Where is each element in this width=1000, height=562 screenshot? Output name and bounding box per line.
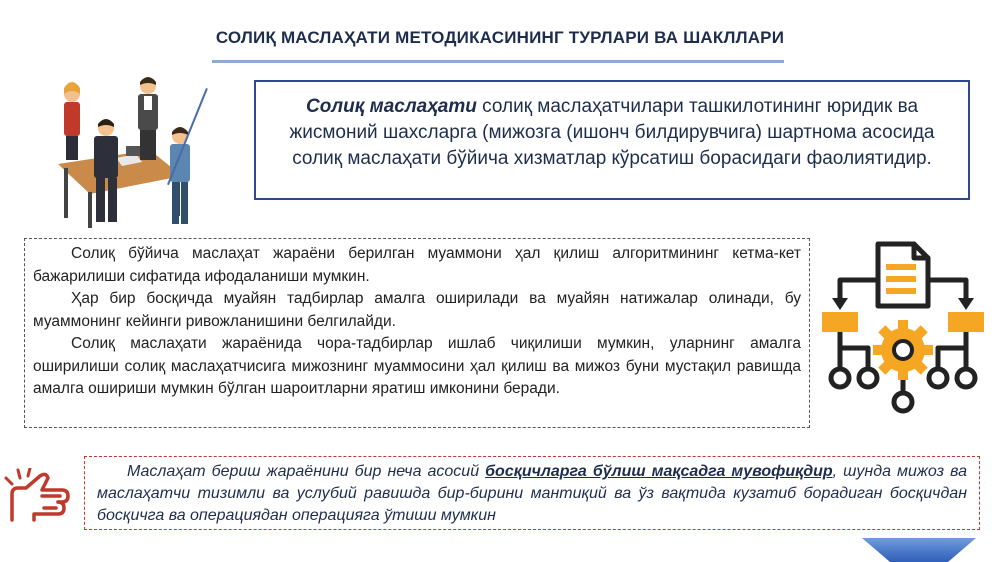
body-paragraph: Солиқ маслаҳати жараёнида чора-тадбирлар ишлаб чиқилиши мумкин, уларнинг амалга оширилиши солиқ маслаҳатчисига мижознинг муаммосини ҳал қилиш ва мижоз буни мустақил равишда амалга ошириши мумкин бўлган шароитларни яратиш имконини беради. [33, 335, 801, 397]
body-text-box [24, 238, 810, 428]
note-text-before: Маслаҳат бериш жараёнини бир неча асосий [127, 463, 486, 480]
body-paragraph: Ҳар бир босқичда муайян тадбирлар амалга оширилади ва муайян натижалар олинади, бу муаммонинг кейинги ривожланишини белгилайди. [33, 290, 801, 330]
definition-box [254, 80, 970, 200]
body-paragraph: Солиқ бўйича маслаҳат жараёни берилган муаммони ҳал қилиш алгоритмининг кетма-кет бажарилиши сифатида ифодаланиши мумкин. [33, 245, 801, 285]
pointing-hand-icon [4, 468, 76, 526]
title-underline [212, 60, 784, 63]
definition-term: Солиқ маслаҳати [305, 96, 477, 117]
note-emphasis: босқичларга бўлиш мақсадга мувофиқдир [485, 463, 833, 480]
document-process-gear-icon [818, 240, 988, 420]
page-title: СОЛИҚ МАСЛАҲАТИ МЕТОДИКАСИНИНГ ТУРЛАРИ ВА ШАКЛЛАРИ [215, 28, 785, 47]
down-arrow-icon[interactable] [862, 532, 976, 562]
definition-text: солиқ маслаҳатчилари ташкилотининг юридик ва жисмоний шахсларга (мижозга (ишонч билдирувчига) шартнома асосида солиқ маслаҳати бўйича хизматлар кўрсатиш борасидаги фаолиятидир. [289, 96, 935, 169]
note-text-after: , шунда мижоз ва маслаҳатчи тизимли ва услубий равишда бир-бирини мантиқий ва ўз вақтида кузатиб борадиган босқичдан босқичга ва операциядан операцияга ўтиши мумкин [97, 463, 967, 524]
people-meeting-icon [30, 72, 220, 232]
note-box [84, 456, 980, 530]
